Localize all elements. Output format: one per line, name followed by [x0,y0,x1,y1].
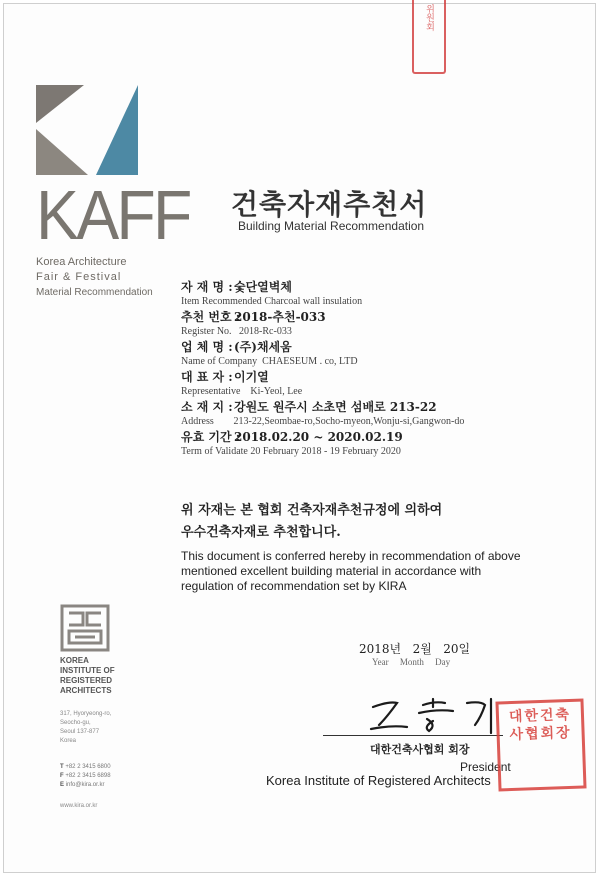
kaff-sub-line-2: Fair & Festival [36,271,122,283]
document-subtitle: Building Material Recommendation [238,219,425,233]
signature-line [323,735,503,736]
kaff-logo-shape-top [36,85,84,123]
kaff-sub-line-3: Material Recommendation [36,287,153,298]
kira-name-line: KOREA [60,656,89,665]
field-value-ko: 숯단열벽체 [234,280,292,294]
field-label-en: Term of Validate [181,446,248,457]
kaff-subtitle [36,255,153,300]
date-day: 20일 [443,642,471,656]
issue-date [359,640,470,657]
field-validity [181,430,464,458]
date-month-label: Month [399,657,424,667]
kira-email: E info@kira.or.kr [60,782,105,788]
field-item [181,280,464,308]
kaff-logo-shape-bottom [36,129,88,175]
field-label-ko: 자 재 명 : [181,280,233,294]
field-value-ko: (주)채세움 [234,340,292,354]
kira-fax: F +82 2 3415 6898 [60,773,111,779]
field-value-ko: 이기열 [234,370,269,384]
field-label-en: Name of Company [181,356,258,367]
kaff-logo-shape-blue [96,85,138,175]
field-label-ko: 추천 번호 : [181,310,241,324]
field-company [181,340,464,368]
kaff-wordmark: KAFF [36,176,190,254]
kira-addr-line: Seocho-gu, [60,720,91,726]
statement-ko-line-2: 우수건축자재로 추천합니다. [181,525,341,540]
date-day-label: Day [435,657,451,667]
recommendation-fields [181,280,464,460]
issue-date-labels [372,657,450,667]
kira-name-line: ARCHITECTS [60,686,112,695]
field-value-en: CHAESEUM . co, LTD [262,356,358,367]
organization-name: Korea Institute of Registered Architects [266,773,491,788]
field-label-ko: 대 표 자 : [181,370,233,384]
field-label-en: Item Recommended [181,296,262,307]
field-label-ko: 업 체 명 : [181,340,233,354]
field-value-en: 213-22,Seombae-ro,Socho-myeon,Wonju-si,Gangwon-do [233,416,465,427]
field-value-en: Ki-Yeol, Lee [250,386,303,397]
kira-tel: T +82 2 3415 6800 [60,764,111,770]
top-stamp-text: 위원회 [424,4,434,31]
kira-tel-value: +82 2 3415 6800 [65,764,111,770]
president-title-en: President [460,760,511,774]
document-title: 건축자재추천서 [231,188,428,221]
field-label-ko: 소 재 지 : [181,400,233,414]
kira-fax-value: +82 2 3415 6898 [65,773,111,779]
kaff-logo-icon [36,85,138,175]
official-seal-stamp [495,698,586,791]
date-month: 2월 [412,642,432,656]
statement-english: This document is conferred hereby in recommendation of above mentioned excellent building material in accordance with regulation of recommendation set by KIRA [181,549,521,593]
field-value-en: 2018-Rc-033 [239,326,292,337]
field-register-no [181,310,464,338]
field-value-ko: 강원도 원주시 소초면 섬배로 213-22 [234,400,437,414]
kira-logo-icon [59,603,111,653]
kira-addr-line: 317, Hyoryeong-ro, [60,711,112,717]
field-label-en: Address [181,416,214,427]
field-label-en: Register No. [181,326,232,337]
president-signature [367,695,501,735]
kira-email-value: info@kira.or.kr [65,782,105,788]
kira-name [60,656,115,696]
field-value-en: Charcoal wall insulation [264,296,363,307]
field-address [181,400,464,428]
kira-address [60,710,111,746]
field-representative [181,370,464,398]
date-year: 2018년 [359,642,402,656]
kira-contact [60,763,111,790]
field-label-en: Representative [181,386,241,397]
seal-text: 대한건축사협회장 [508,706,572,744]
president-title-ko: 대한건축사협회 회장 [370,743,470,756]
kaff-sub-line-1: Korea Architecture [36,256,127,268]
field-label-ko: 유효 기간 : [181,430,241,444]
kira-addr-line: Korea [60,738,77,744]
statement-korean [181,500,442,544]
top-seal-stamp [412,0,446,74]
kira-name-line: REGISTERED [60,676,113,685]
kira-addr-line: Seoul 137-877 [60,729,100,735]
field-value-en: 20 February 2018 - 19 February 2020 [250,446,401,457]
field-value-ko: 2018.02.20 ~ 2020.02.19 [234,430,403,444]
kira-website: www.kira.or.kr [60,803,98,809]
statement-ko-line-1: 위 자재는 본 협회 건축자재추천규정에 의하여 [181,503,443,518]
field-value-ko: 2018-추천-033 [234,310,326,324]
date-year-label: Year [372,657,389,667]
kira-name-line: INSTITUTE OF [60,666,115,675]
